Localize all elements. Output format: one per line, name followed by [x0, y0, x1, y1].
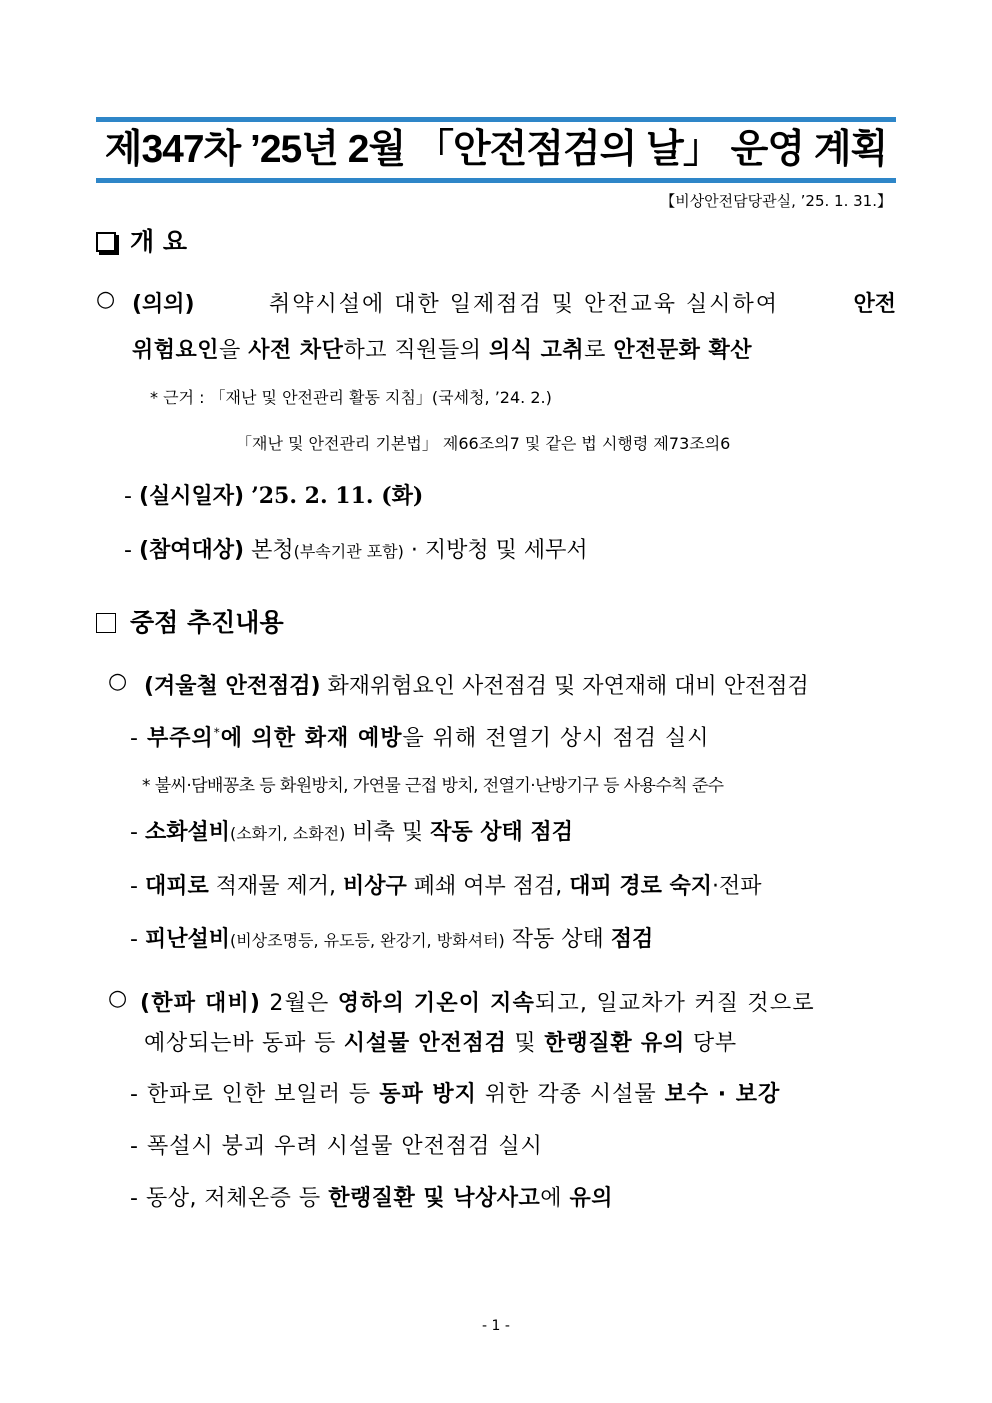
cold1-run-1: 2월은 — [261, 991, 338, 1016]
w3-run-0: 대피로 — [144, 874, 209, 899]
winter-item-1-note: * 불씨·담배꽁초 등 화원방치, 가연물 근접 방치, 전열기·난방기구 등 사용수칙 준수 — [142, 776, 724, 796]
cold2-run-1: 시설물 안전점검 — [343, 1031, 507, 1056]
purpose2-run-0: 위험요인 — [132, 338, 220, 363]
c3-run-0: 동상, 저체온증 등 — [145, 1186, 329, 1211]
basis-note-2: 「재난 및 안전관리 기본법」 제66조의7 및 같은 법 시행령 제73조의6 — [236, 434, 731, 453]
c3-run-2: 에 — [540, 1186, 570, 1211]
winter-label: (겨울철 안전점검) — [144, 674, 321, 699]
cold-bullet: ○ — [108, 986, 128, 1011]
section-heading-overview — [96, 222, 187, 258]
checkbox-square-icon — [96, 232, 116, 252]
w1-text: 을 위해 전열기 상시 점검 실시 — [402, 726, 710, 751]
target-item: - (참여대상) 본청(부속기관 포함) · 지방청 및 세무서 — [124, 538, 588, 563]
w4-bold-end: 점검 — [610, 927, 654, 952]
c1-run-2: 위한 각종 시설물 — [476, 1082, 665, 1107]
purpose-label: (의의) — [132, 292, 195, 317]
c1-run-0: 한파로 인한 보일러 등 — [146, 1082, 380, 1107]
c3-run-3: 유의 — [569, 1186, 614, 1211]
w1-bold-b: 에 의한 화재 예방 — [220, 726, 403, 751]
cold-item-1: - 한파로 인한 보일러 등 동파 방지 위한 각종 시설물 보수 · 보강 — [130, 1082, 781, 1107]
w3-run-1: 적재물 제거, — [208, 874, 343, 899]
section-heading-key-actions — [96, 603, 284, 639]
purpose2-run-5: 로 — [584, 338, 614, 363]
purpose-bullet: ○ — [96, 287, 116, 312]
section-title: 중점 추진내용 — [130, 608, 284, 637]
w3-run-5: ·전파 — [712, 874, 762, 899]
cold2-run-0: 예상되는바 동파 등 — [144, 1031, 344, 1056]
purpose-text-bold: 안전 — [853, 292, 896, 317]
cold2-run-2: 및 — [506, 1031, 545, 1056]
w4-paren: (비상조명등, 유도등, 완강기, 방화셔터) — [229, 931, 505, 950]
winter-item-4: - 피난설비(비상조명등, 유도등, 완강기, 방화셔터) 작동 상태 점검 — [130, 927, 654, 952]
cold-line-2 — [144, 1026, 737, 1057]
c1-run-1: 동파 방지 — [379, 1082, 477, 1107]
basis-note-1: * 근거 : 「재난 및 안전관리 활동 지침」(국세청, ’24. 2.) — [150, 388, 552, 407]
page-title: 제347차 ’25년 2월 「안전점검의 날」 운영 계획 — [104, 128, 888, 171]
footnote-marker: * — [213, 725, 221, 740]
purpose2-run-3: 하고 직원들의 — [343, 338, 489, 363]
target-value-rest: · 지방청 및 세무서 — [403, 538, 588, 563]
target-value: 본청 — [251, 538, 294, 563]
c2-text: 폭설시 붕괴 우려 시설물 안전점검 실시 — [146, 1134, 543, 1159]
purpose-line-1 — [132, 287, 896, 318]
cold2-run-3: 한랭질환 유의 — [544, 1031, 686, 1056]
w3-run-4: 대피 경로 숙지 — [569, 874, 713, 899]
cold-item-2: - 폭설시 붕괴 우려 시설물 안전점검 실시 — [130, 1134, 543, 1159]
winter-item-3: - 대피로 적재물 제거, 비상구 폐쇄 여부 점검, 대피 경로 숙지·전파 — [130, 874, 762, 899]
purpose-line-2 — [132, 333, 752, 364]
date-label: (실시일자) — [138, 484, 245, 509]
cold1-run-0: (한파 대비) — [140, 991, 262, 1016]
winter-item-2: - 소화설비(소화기, 소화전) 비축 및 작동 상태 점검 — [130, 820, 573, 845]
section-title: 개 요 — [130, 227, 188, 256]
winter-text: 화재위험요인 사전점검 및 자연재해 대비 안전점검 — [327, 674, 809, 699]
w2-bold: 소화설비 — [144, 820, 230, 845]
purpose2-run-2: 사전 차단 — [248, 338, 344, 363]
date-item: - (실시일자) ’25. 2. 11. (화) — [124, 483, 424, 509]
w3-run-2: 비상구 — [342, 874, 407, 899]
target-value-paren: (부속기관 포함) — [293, 542, 404, 561]
page-number: - 1 - — [482, 1318, 510, 1334]
w2-bold-end: 작동 상태 점검 — [430, 820, 573, 845]
checkbox-square-icon — [96, 613, 116, 633]
department-date: 【비상안전담당관실, ’25. 1. 31.】 — [660, 192, 892, 210]
purpose2-run-6: 안전문화 확산 — [613, 338, 753, 363]
w3-run-3: 폐쇄 여부 점검, — [406, 874, 570, 899]
purpose2-run-4: 의식 고취 — [488, 338, 585, 363]
cold1-run-3: 되고, 일교차가 커질 것으로 — [535, 991, 815, 1016]
cold-item-3: - 동상, 저체온증 등 한랭질환 및 낙상사고에 유의 — [130, 1186, 614, 1211]
title-rule-bottom — [96, 178, 896, 183]
purpose-text: 취약시설에 대한 일제점검 및 안전교육 실시하여 — [269, 292, 780, 317]
winter-bullet: ○ — [108, 669, 128, 694]
cold-line-1 — [140, 986, 815, 1017]
winter-line — [144, 669, 809, 700]
target-label: (참여대상) — [138, 538, 245, 563]
w4-text: 작동 상태 — [504, 927, 611, 952]
c1-run-3: 보수 · 보강 — [664, 1082, 781, 1107]
cold2-run-4: 당부 — [685, 1031, 737, 1056]
cold1-run-2: 영하의 기온이 지속 — [337, 991, 536, 1016]
w2-paren: (소화기, 소화전) — [229, 824, 346, 843]
purpose2-run-1: 을 — [219, 338, 249, 363]
w4-bold: 피난설비 — [144, 927, 230, 952]
c3-run-1: 한랭질환 및 낙상사고 — [328, 1186, 541, 1211]
w2-text: 비축 및 — [345, 820, 431, 845]
w1-bold-a: 부주의 — [146, 726, 214, 751]
winter-item-1: - 부주의*에 의한 화재 예방을 위해 전열기 상시 점검 실시 — [130, 725, 710, 751]
date-value: ’25. 2. 11. (화) — [251, 483, 424, 509]
